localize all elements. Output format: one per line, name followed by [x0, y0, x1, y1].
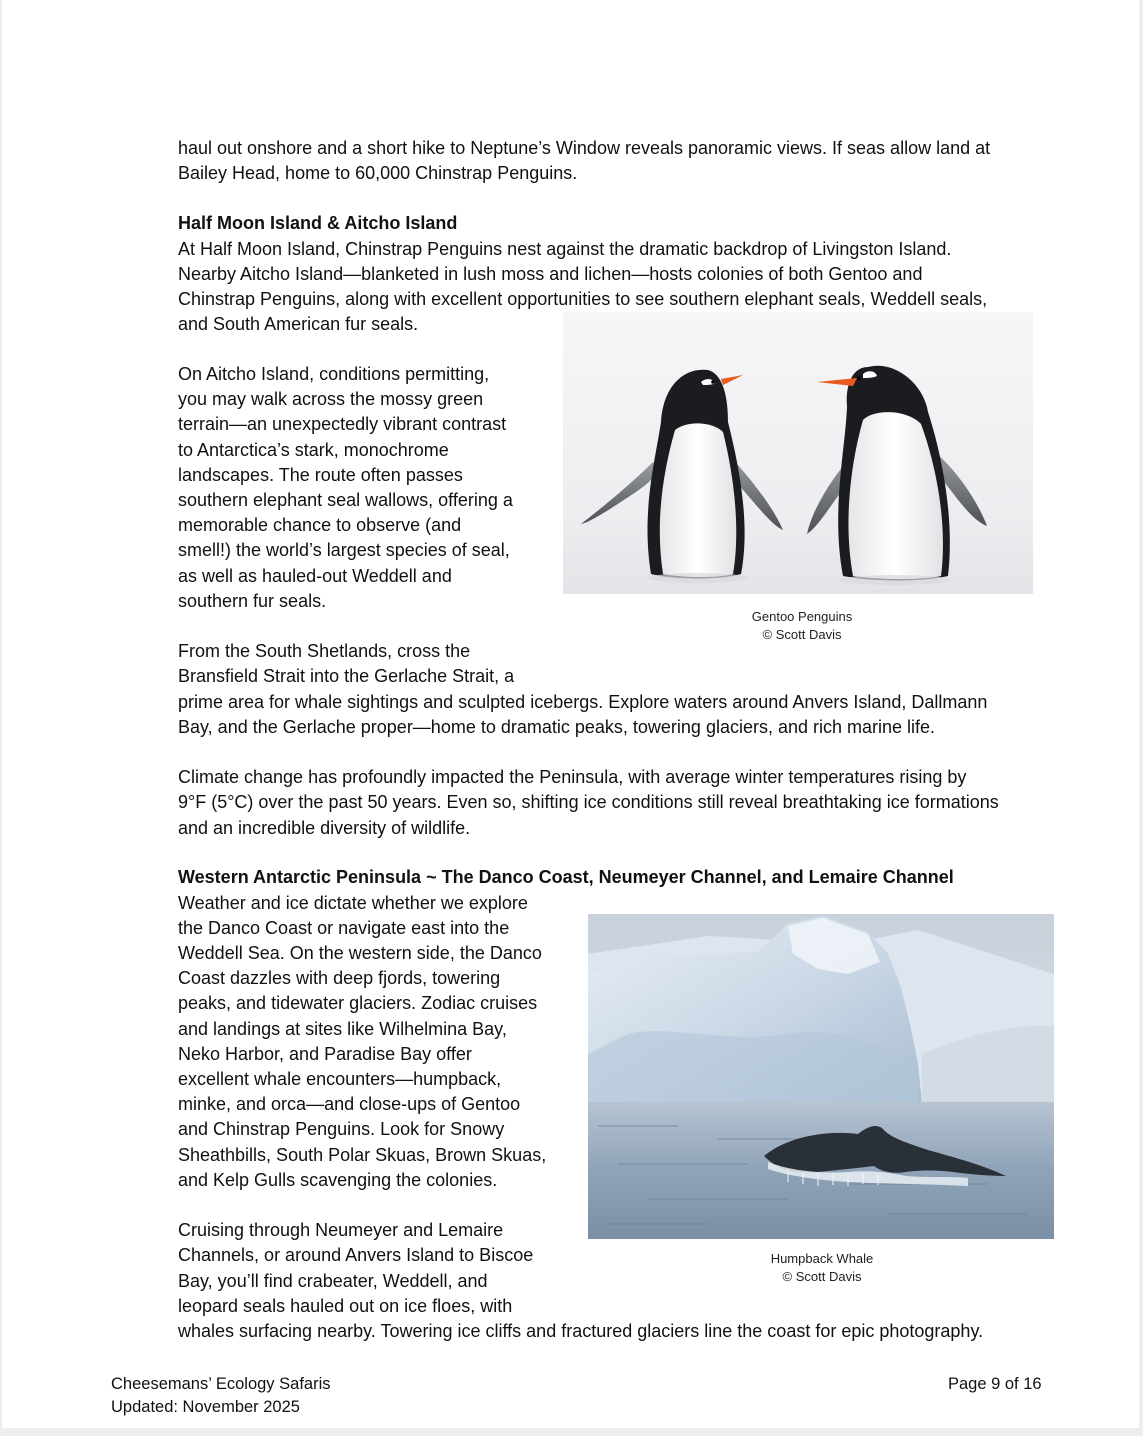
text-line: and Kelp Gulls scavenging the colonies. — [178, 1170, 498, 1190]
footer-page-number: Page 9 of 16 — [948, 1375, 1042, 1393]
text-line: Coast dazzles with deep fjords, towering — [178, 968, 501, 988]
text-line: haul out onshore and a short hike to Neptune’s Window reveals panoramic views. If seas allow land at — [178, 138, 991, 158]
text-line: Bay, and the Gerlache proper—home to dramatic peaks, towering glaciers, and rich marine life. — [178, 717, 936, 737]
text-line: you may walk across the mossy green — [178, 389, 484, 409]
gentoo-penguins-photo — [563, 312, 1033, 594]
text-line: Neko Harbor, and Paradise Bay offer — [178, 1044, 472, 1064]
text-line: landscapes. The route often passes — [178, 465, 463, 485]
text-line: and South American fur seals. — [178, 314, 419, 334]
text-line: prime area for whale sightings and sculpted icebergs. Explore waters around Anvers Island, Dallmann — [178, 692, 988, 712]
text-line: and landings at sites like Wilhelmina Bay, — [178, 1019, 507, 1039]
text-line: southern fur seals. — [178, 591, 327, 611]
text-line: whales surfacing nearby. Towering ice cliffs and fractured glaciers line the coast for epic photography. — [178, 1321, 984, 1341]
figure-caption-penguins — [718, 608, 886, 644]
text-line: Bay, you’ll find crabeater, Weddell, and — [178, 1271, 488, 1291]
text-line: 9°F (5°C) over the past 50 years. Even so, shifting ice conditions still reveal breathtaking ice formations — [178, 792, 999, 812]
humpback-whale-photo — [588, 914, 1054, 1239]
section-heading-half-moon: Half Moon Island & Aitcho Island — [178, 213, 458, 233]
text-line: peaks, and tidewater glaciers. Zodiac cruises — [178, 993, 538, 1013]
text-line: as well as hauled-out Weddell and — [178, 566, 452, 586]
text-line: memorable chance to observe (and — [178, 515, 462, 535]
text-line: to Antarctica’s stark, monochrome — [178, 440, 449, 460]
text-line: Nearby Aitcho Island—blanketed in lush moss and lichen—hosts colonies of both Gentoo and — [178, 264, 923, 284]
text-line: Chinstrap Penguins, along with excellent opportunities to see southern elephant seals, Weddell seals, — [178, 289, 988, 309]
text-line: Climate change has profoundly impacted the Peninsula, with average winter temperatures rising by — [178, 767, 967, 787]
text-line: Weddell Sea. On the western side, the Danco — [178, 943, 542, 963]
text-line: At Half Moon Island, Chinstrap Penguins nest against the dramatic backdrop of Livingston Island. — [178, 239, 952, 259]
caption-title: Gentoo Penguins — [751, 609, 853, 624]
text-line: smell!) the world’s largest species of seal, — [178, 540, 510, 560]
text-line: minke, and orca—and close-ups of Gentoo — [178, 1094, 521, 1114]
text-line: leopard seals hauled out on ice floes, with — [178, 1296, 513, 1316]
text-line: excellent whale encounters—humpback, — [178, 1069, 502, 1089]
text-line: and an incredible diversity of wildlife. — [178, 818, 471, 838]
text-line: and Chinstrap Penguins. Look for Snowy — [178, 1119, 505, 1139]
text-line: Weather and ice dictate whether we explore — [178, 893, 528, 913]
text-line: Bransfield Strait into the Gerlache Strait, a — [178, 666, 515, 686]
footer-company: Cheesemans’ Ecology Safaris — [111, 1375, 331, 1393]
text-line: From the South Shetlands, cross the — [178, 641, 471, 661]
document-page — [2, 0, 1139, 1428]
figure-caption-whale — [738, 1250, 906, 1286]
footer-left — [111, 1373, 331, 1419]
caption-credit: © Scott Davis — [782, 1269, 862, 1284]
text-line: terrain—an unexpectedly vibrant contrast — [178, 414, 507, 434]
section-heading-western-peninsula: Western Antarctic Peninsula ~ The Danco Coast, Neumeyer Channel, and Lemaire Channel — [178, 867, 954, 887]
text-line: Bailey Head, home to 60,000 Chinstrap Penguins. — [178, 163, 578, 183]
text-line: Channels, or around Anvers Island to Biscoe — [178, 1245, 534, 1265]
text-line: the Danco Coast or navigate east into the — [178, 918, 510, 938]
caption-credit: © Scott Davis — [762, 627, 842, 642]
text-line: Cruising through Neumeyer and Lemaire — [178, 1220, 504, 1240]
text-line: southern elephant seal wallows, offering a — [178, 490, 513, 510]
text-line: On Aitcho Island, conditions permitting, — [178, 364, 490, 384]
text-line: Sheathbills, South Polar Skuas, Brown Skuas, — [178, 1145, 547, 1165]
caption-title: Humpback Whale — [770, 1251, 874, 1266]
footer-updated: Updated: November 2025 — [111, 1398, 300, 1416]
